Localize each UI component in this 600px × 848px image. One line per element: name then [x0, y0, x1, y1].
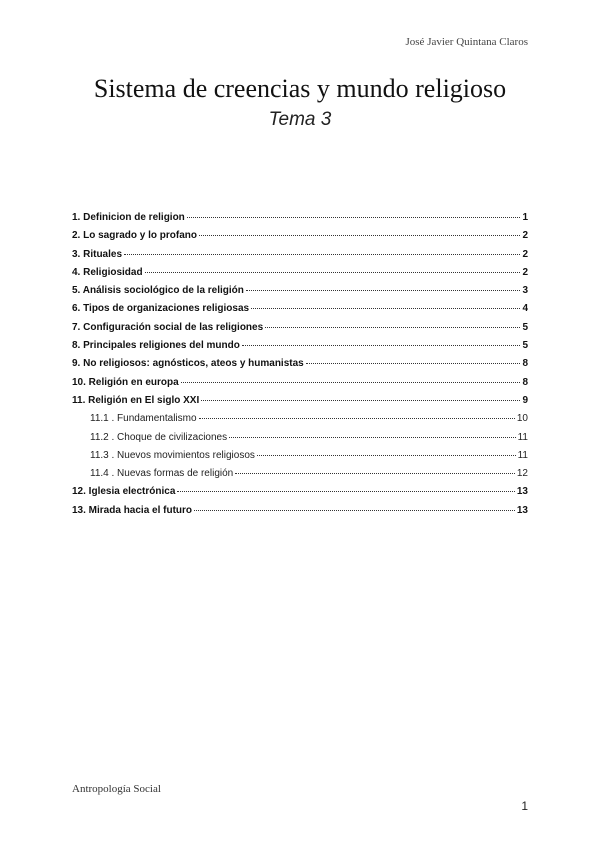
document-title: Sistema de creencias y mundo religioso	[93, 74, 507, 103]
document-subtitle: Tema 3	[268, 109, 332, 130]
toc-entry-label: 10. Religión en europa	[72, 376, 179, 388]
toc-entry[interactable]	[72, 267, 528, 285]
toc-dot-leader	[199, 235, 520, 236]
toc-entry[interactable]	[72, 249, 528, 267]
toc-entry-label: 11. Religión en El siglo XXI	[72, 394, 200, 406]
toc-entry-page: 10	[516, 413, 528, 425]
toc-entry-label: 7. Configuración social de las religiones	[72, 321, 264, 333]
toc-entry[interactable]	[72, 395, 528, 413]
toc-entry-page: 5	[522, 321, 528, 333]
footer-course: Antropología Social	[72, 783, 161, 795]
toc-dot-leader	[124, 254, 520, 255]
toc-entry-page: 8	[522, 358, 528, 370]
toc-dot-leader	[306, 363, 521, 364]
toc-entry[interactable]	[72, 505, 528, 523]
toc-entry-label: 11.2 . Choque de civilizaciones	[90, 431, 228, 443]
toc-entry-page: 12	[516, 468, 528, 480]
toc-entry-label: 3. Rituales	[72, 248, 123, 260]
toc-entry-label: 4. Religiosidad	[72, 266, 143, 278]
toc-entry-label: 11.4 . Nuevas formas de religión	[90, 468, 234, 480]
toc-entry[interactable]	[72, 358, 528, 376]
toc-entry-page: 2	[522, 248, 528, 260]
toc-entry-page: 4	[522, 303, 528, 315]
toc-entry-label: 12. Iglesia electrónica	[72, 486, 176, 498]
toc-dot-leader	[181, 382, 521, 383]
toc-dot-leader	[177, 491, 514, 492]
toc-entry-page: 9	[522, 394, 528, 406]
toc-entry[interactable]	[72, 377, 528, 395]
toc-entry-label: 2. Lo sagrado y lo profano	[72, 230, 198, 242]
toc-entry-page: 1	[522, 212, 528, 223]
toc-entry-label: 5. Análisis sociológico de la religión	[72, 285, 244, 297]
toc-dot-leader	[251, 308, 520, 309]
toc-dot-leader	[201, 400, 520, 401]
toc-entry[interactable]	[72, 212, 528, 230]
toc-dot-leader	[257, 455, 516, 456]
toc-entry-page: 3	[522, 285, 528, 297]
toc-entry-label: 11.1 . Fundamentalismo	[90, 413, 197, 425]
page-number: 1	[521, 799, 528, 813]
toc-dot-leader	[199, 418, 515, 419]
toc-entry[interactable]	[72, 432, 528, 450]
toc-entry[interactable]	[72, 303, 528, 321]
toc-dot-leader	[229, 437, 515, 438]
toc-entry-page: 11	[517, 431, 528, 443]
toc-entry[interactable]	[72, 230, 528, 248]
toc-entry-label: 11.3 . Nuevos movimientos religiosos	[90, 449, 255, 461]
toc-entry-page: 2	[522, 266, 528, 278]
toc-dot-leader	[265, 327, 520, 328]
toc-dot-leader	[246, 290, 521, 291]
toc-entry[interactable]	[72, 413, 528, 431]
toc-dot-leader	[194, 510, 515, 511]
toc-entry-page: 11	[517, 449, 528, 461]
toc-entry-label: 1. Definicion de religion	[72, 212, 185, 223]
toc-entry-page: 13	[516, 486, 528, 498]
toc-entry[interactable]	[72, 340, 528, 358]
toc-dot-leader	[145, 272, 521, 273]
toc-entry[interactable]	[72, 468, 528, 486]
toc-entry-label: 9. No religiosos: agnósticos, ateos y humanistas	[72, 358, 304, 370]
toc-entry-label: 6. Tipos de organizaciones religiosas	[72, 303, 250, 315]
toc-entry[interactable]	[72, 486, 528, 504]
toc-entry-page: 5	[522, 340, 528, 352]
toc-dot-leader	[187, 217, 521, 218]
toc-entry[interactable]	[72, 322, 528, 340]
toc-dot-leader	[242, 345, 521, 346]
toc-entry[interactable]	[72, 285, 528, 303]
header-author: José Javier Quintana Claros	[405, 36, 528, 48]
toc-entry-page: 8	[522, 376, 528, 388]
toc-entry-label: 8. Principales religiones del mundo	[72, 340, 240, 352]
toc-entry-page: 2	[522, 230, 528, 242]
toc-entry-page: 13	[516, 504, 528, 516]
table-of-contents	[72, 212, 528, 523]
toc-entry-label: 13. Mirada hacia el futuro	[72, 504, 193, 516]
toc-entry[interactable]	[72, 450, 528, 468]
toc-dot-leader	[235, 473, 515, 474]
